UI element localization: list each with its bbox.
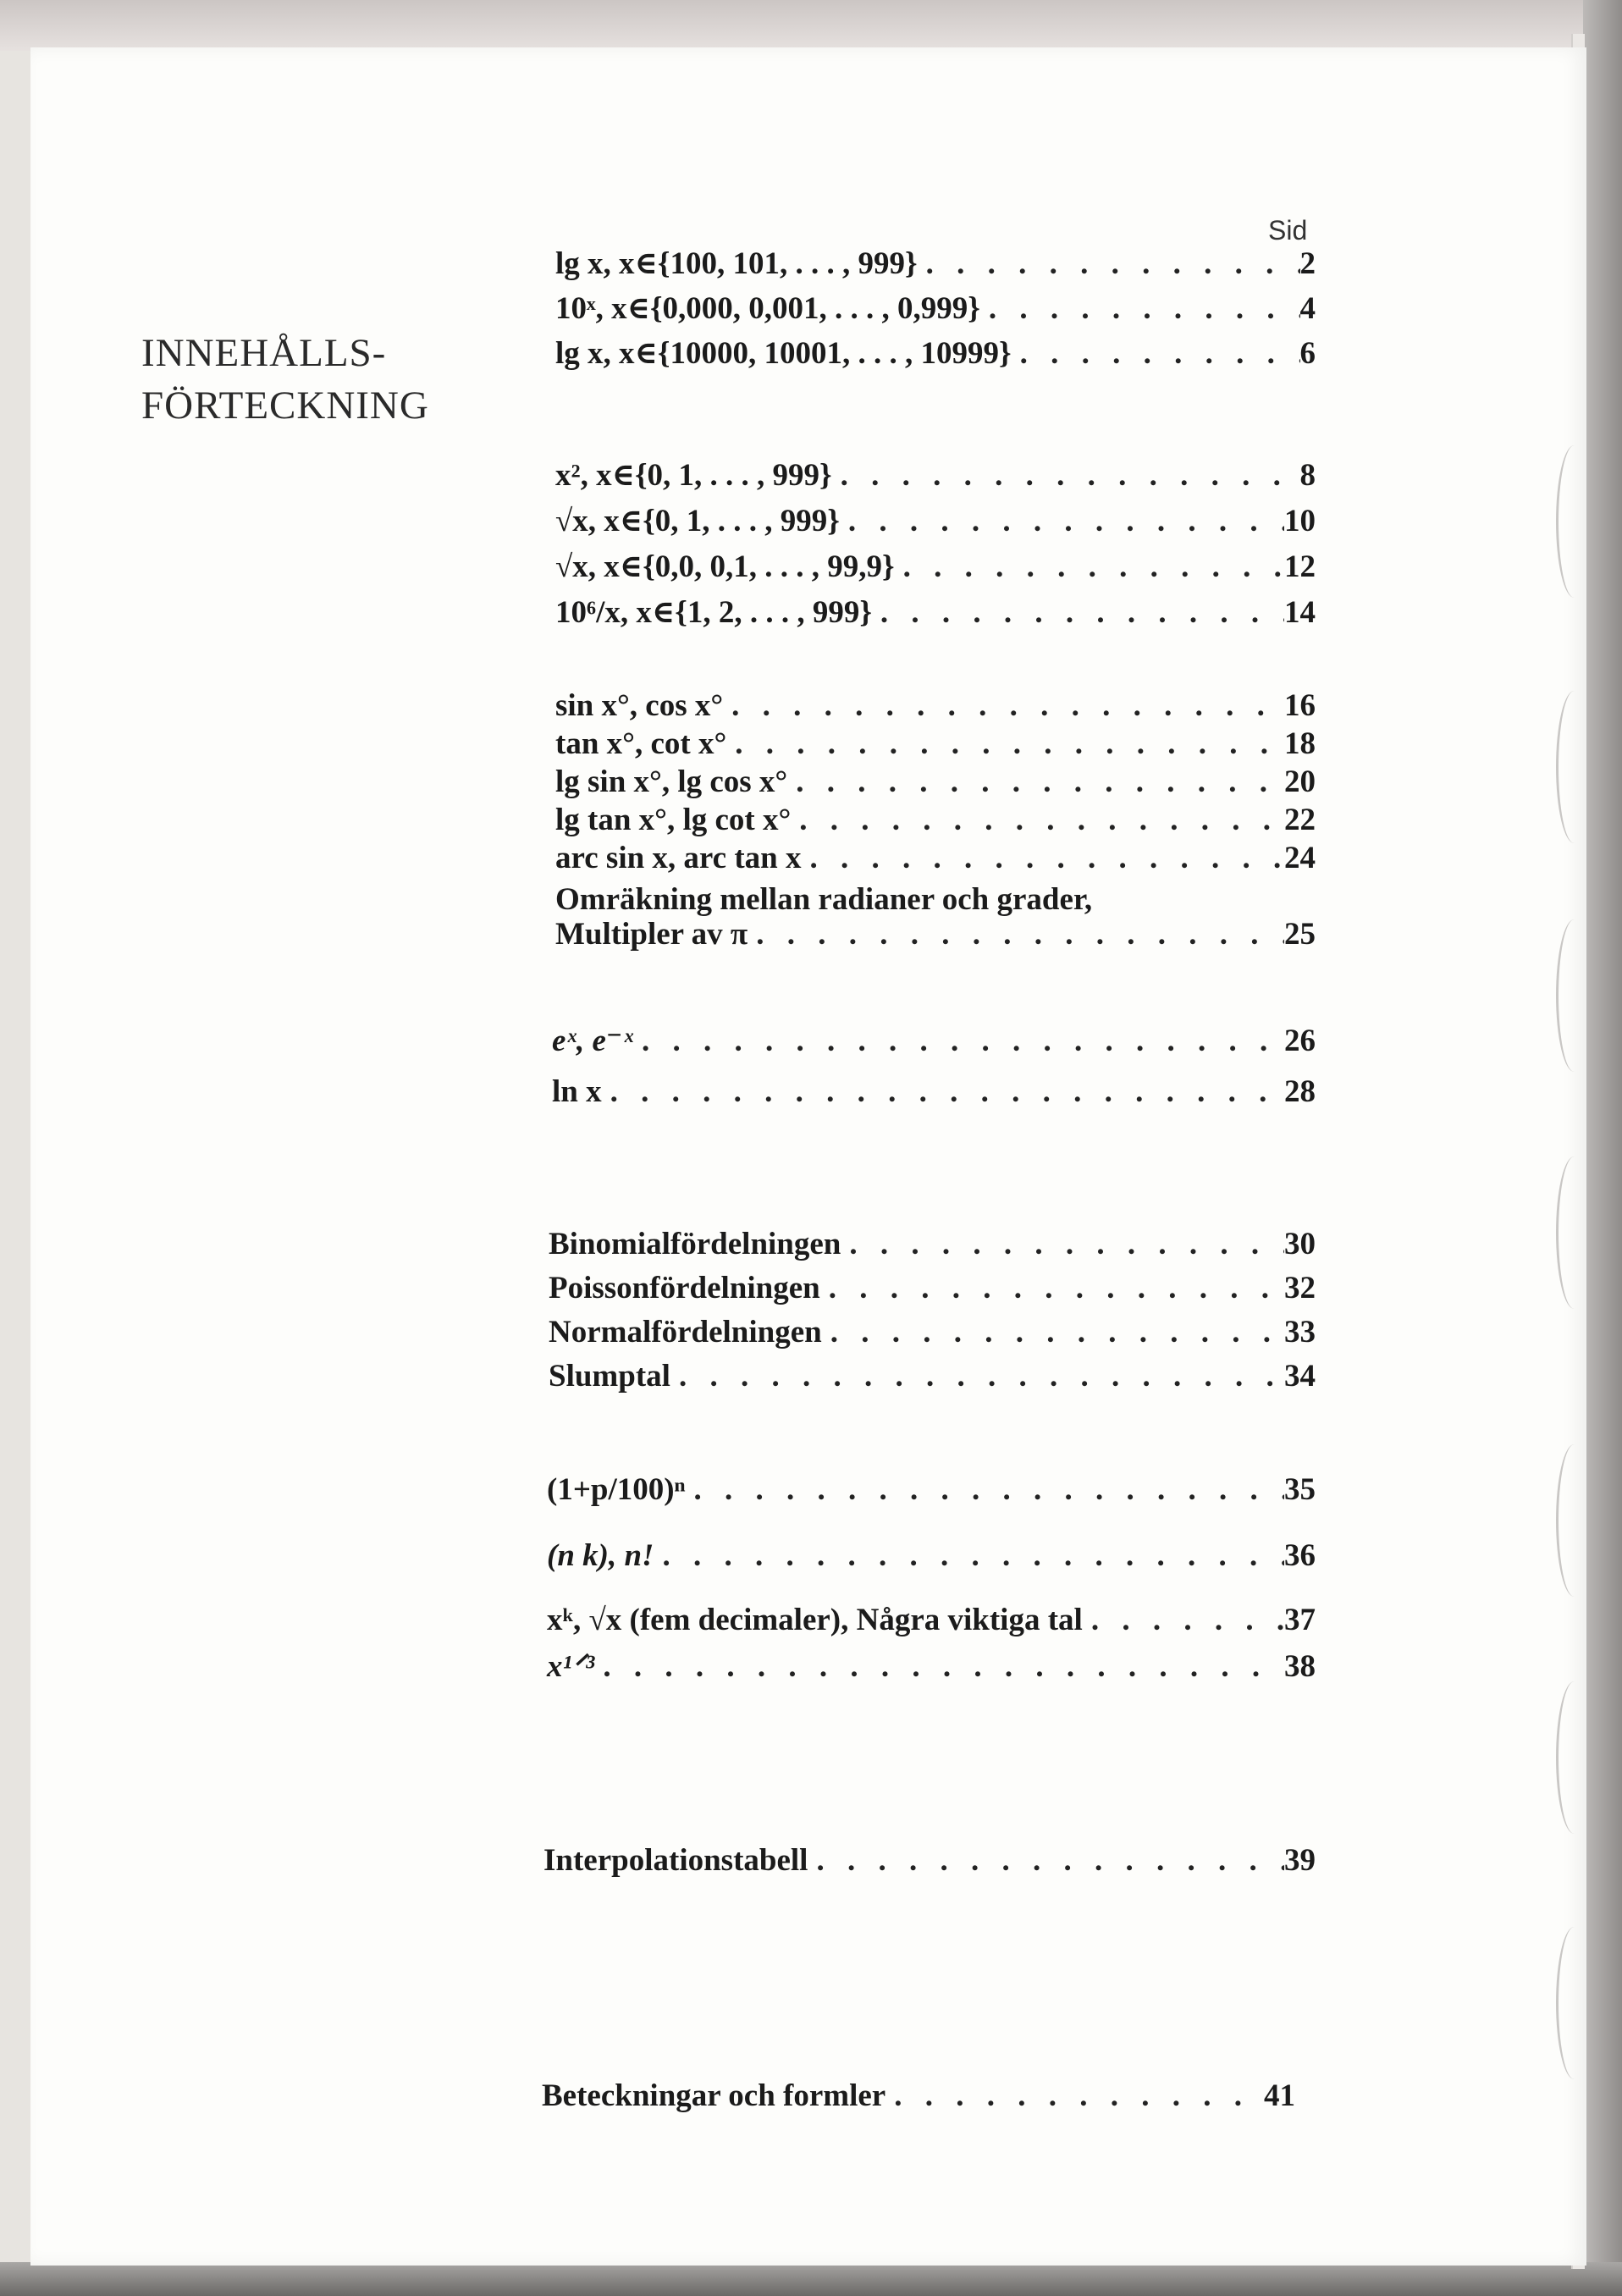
book-cover-bottom: [0, 2262, 1622, 2296]
title-line-2: FÖRTECKNING: [141, 384, 429, 428]
toc-entry-label: lg sin x°, lg cos x°: [555, 764, 788, 799]
toc-entry: [555, 455, 1316, 498]
toc-entry-label: lg x, x∈{100, 101, . . . , 999}: [555, 246, 918, 281]
toc-entry: [549, 1358, 1316, 1400]
toc-entry-page: 35: [1284, 1472, 1316, 1507]
toc-entry: [555, 726, 1316, 768]
toc-entry-page: 36: [1284, 1538, 1316, 1573]
toc-entry: [555, 764, 1316, 806]
toc-entry: [542, 2078, 1295, 2120]
toc-entry: [555, 547, 1316, 589]
toc-entry-page: 37: [1284, 1603, 1316, 1637]
toc-entry-page: 10: [1284, 504, 1316, 538]
toc-entry-page: 8: [1299, 458, 1316, 493]
toc-entry-page: 30: [1284, 1227, 1316, 1261]
toc-entry: [547, 1471, 1316, 1514]
toc-entry-page: 18: [1284, 726, 1316, 761]
toc-entry-label: Normalfördelningen: [549, 1315, 822, 1349]
toc-entry-label: x², x∈{0, 1, . . . , 999}: [555, 458, 832, 493]
thumb-index-tab: [1556, 1156, 1592, 1309]
toc-entry-page: 33: [1284, 1315, 1316, 1349]
thumb-index-tab: [1556, 445, 1592, 598]
toc-entry-label: lg x, x∈{10000, 10001, . . . , 10999}: [555, 336, 1012, 371]
toc-entry-page: 24: [1284, 841, 1316, 875]
toc-entry-page: 16: [1284, 688, 1316, 723]
toc-entry-page: 28: [1284, 1074, 1316, 1109]
toc-entry: [549, 1314, 1316, 1356]
toc-entry-page: 20: [1284, 764, 1316, 799]
toc-entry-label: Poissonfördelningen: [549, 1271, 820, 1305]
toc-entry-label: 10⁶/x, x∈{1, 2, . . . , 999}: [555, 595, 872, 630]
thumb-index-tab: [1556, 1927, 1592, 2079]
toc-entry-page: 34: [1284, 1359, 1316, 1394]
thumb-index-tab: [1556, 1444, 1592, 1597]
toc-entry-page: 6: [1299, 336, 1316, 371]
toc-entry-label: lg tan x°, lg cot x°: [555, 803, 792, 837]
toc-entry: [547, 1537, 1316, 1597]
table-of-contents: [30, 47, 1586, 2266]
toc-entry-page: 22: [1284, 803, 1316, 837]
toc-entry: [549, 1226, 1316, 1268]
toc-entry-label: (n k), n!: [547, 1538, 654, 1573]
toc-entry-page: 26: [1284, 1024, 1316, 1058]
toc-entry: [555, 593, 1316, 635]
toc-entry-label: Interpolationstabell: [543, 1843, 808, 1878]
toc-entry: [543, 1842, 1316, 1885]
toc-entry-label: xᵏ, √x (fem decimaler), Några viktiga tal: [547, 1603, 1083, 1637]
toc-entry-label: eˣ, e⁻ˣ: [552, 1024, 634, 1058]
toc-entry-page: 25: [1284, 917, 1316, 952]
toc-entry-label: Multipler av π: [555, 917, 748, 952]
thumb-index-tab: [1556, 691, 1592, 843]
toc-entry: [555, 802, 1316, 844]
toc-entry: [549, 1270, 1316, 1312]
toc-entry-label: Binomialfördelningen: [549, 1227, 841, 1261]
toc-entry-label: tan x°, cot x°: [555, 726, 727, 761]
toc-entry-label: Beteckningar och formler: [542, 2078, 886, 2113]
toc-entry-page: 38: [1284, 1649, 1316, 1684]
toc-entry-label: Slumptal: [549, 1359, 670, 1394]
toc-entry-label: ln x: [552, 1074, 602, 1109]
toc-entry-page: 4: [1299, 291, 1316, 326]
toc-entry-page: 12: [1284, 549, 1316, 584]
toc-entry: [555, 501, 1316, 544]
thumb-index-tab: [1556, 919, 1592, 1072]
book-cover-top: [0, 0, 1622, 51]
title-line-1: INNEHÅLLS-: [141, 331, 387, 375]
toc-entry: [555, 244, 1316, 286]
thumb-index-tab: [1556, 1681, 1592, 1834]
toc-entry: [552, 1021, 1316, 1063]
toc-entry-label: √x, x∈{0, 1, . . . , 999}: [555, 504, 840, 538]
page-column-header: Sid: [1268, 215, 1308, 246]
toc-entry-label: √x, x∈{0,0, 0,1, . . . , 99,9}: [555, 549, 895, 584]
toc-entry: [555, 916, 1316, 958]
toc-entry: [555, 289, 1316, 331]
toc-entry-label: 10ˣ, x∈{0,000, 0,001, . . . , 0,999}: [555, 291, 980, 326]
toc-entry: [555, 687, 1316, 730]
toc-entry: [547, 1647, 1316, 1690]
toc-entry: [555, 840, 1316, 882]
toc-entry: [547, 1602, 1316, 1644]
toc-entry-page: 41: [1264, 2078, 1295, 2113]
toc-entry-label: sin x°, cos x°: [555, 688, 724, 723]
toc-entry-page: 14: [1284, 595, 1316, 630]
toc-entry-label: (1+p/100)ⁿ: [547, 1472, 686, 1507]
toc-entry-page: 32: [1284, 1271, 1316, 1305]
toc-entry-page: 39: [1284, 1843, 1316, 1878]
toc-continuation-line: Omräkning mellan radianer och grader,: [555, 882, 1093, 917]
toc-entry-label: x¹ᐟ³: [547, 1649, 595, 1684]
toc-entry-label: arc sin x, arc tan x: [555, 841, 802, 875]
toc-entry: [555, 334, 1316, 376]
page: [30, 47, 1586, 2266]
toc-entry: [552, 1073, 1316, 1116]
toc-entry-page: 2: [1299, 246, 1316, 281]
